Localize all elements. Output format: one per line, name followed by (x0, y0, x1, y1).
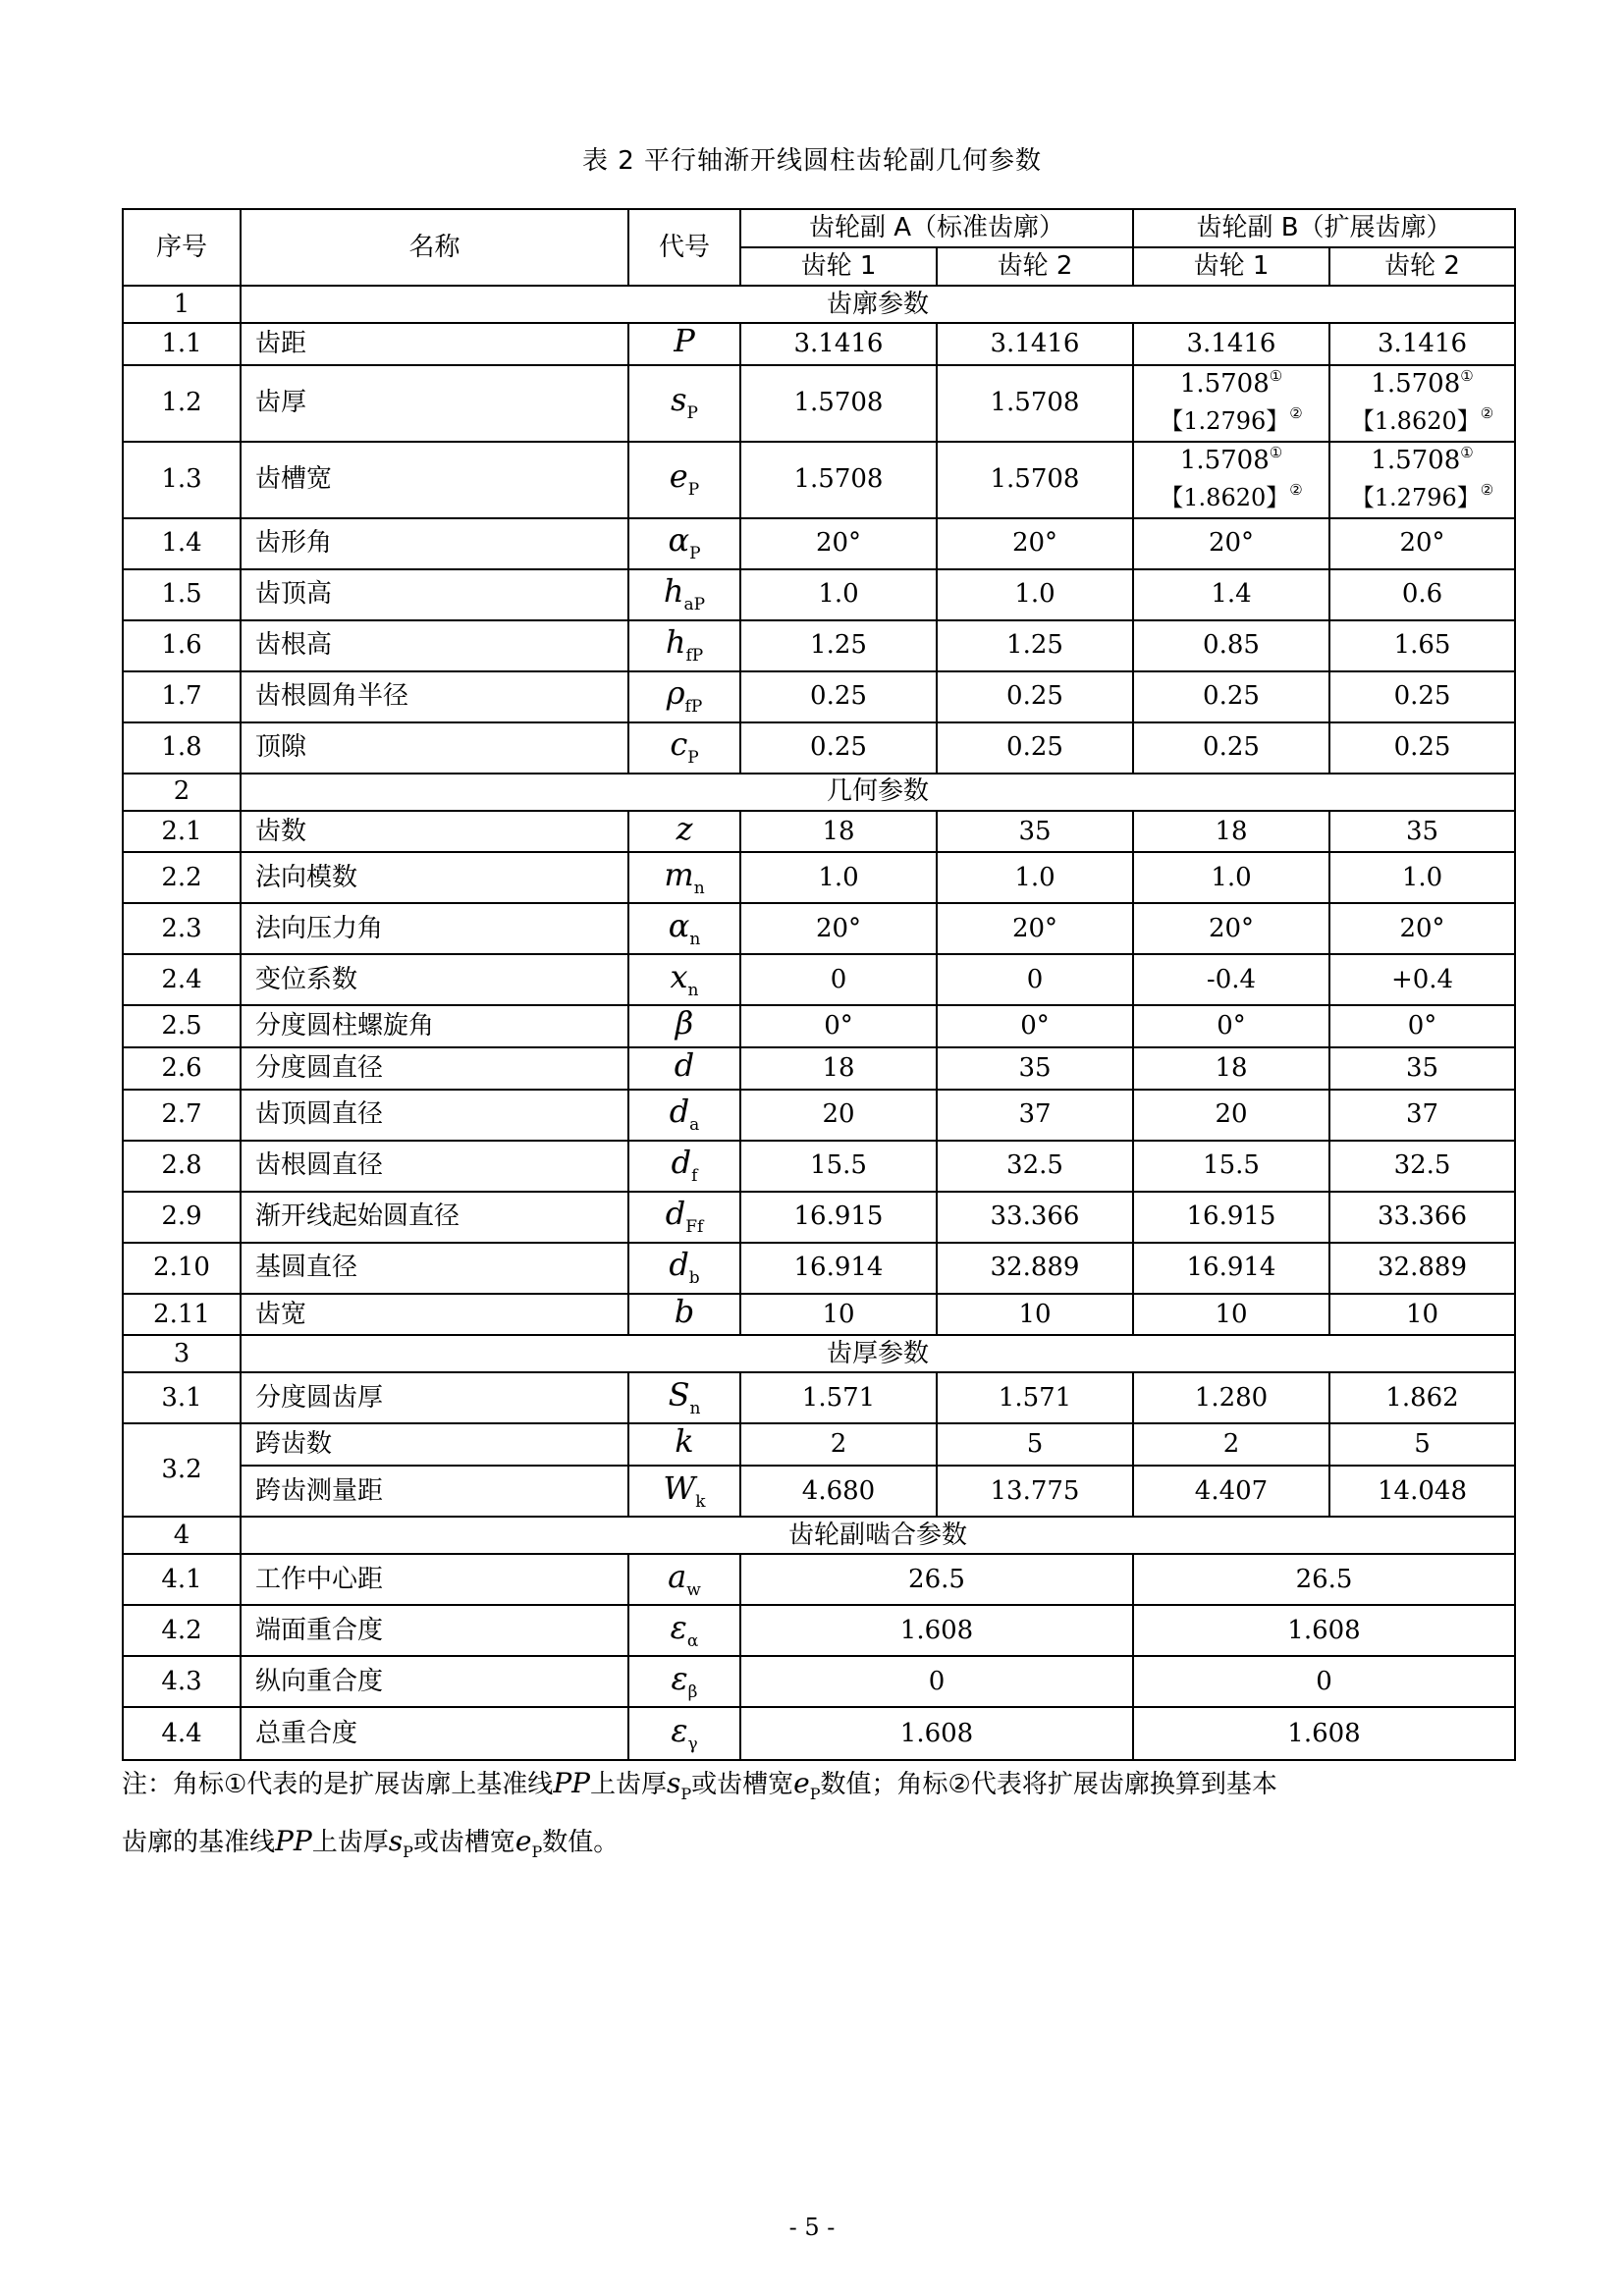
table-row (123, 671, 1515, 722)
value-a-gear1: 0.25 (740, 722, 937, 774)
value-b-gear2: 0° (1329, 1005, 1515, 1047)
gear-parameter-table (122, 208, 1516, 1761)
param-name: 分度圆齿厚 (241, 1372, 628, 1423)
row-number: 3.2 (123, 1423, 241, 1517)
value-a-gear2: 20° (937, 518, 1133, 569)
param-name: 齿根高 (241, 620, 628, 671)
param-symbol: k (628, 1423, 740, 1466)
table-caption: 表 2 平行轴渐开线圆柱齿轮副几何参数 (581, 146, 1043, 176)
value-b-gear1: 0.25 (1133, 722, 1329, 774)
value-a-gear1: 1.571 (740, 1372, 937, 1423)
value-a-gear2: 3.1416 (937, 323, 1133, 365)
param-symbol: P (628, 323, 740, 365)
param-name: 跨齿测量距 (241, 1466, 628, 1517)
row-number: 2.8 (123, 1141, 241, 1192)
value-b-gear2: 35 (1329, 1047, 1515, 1090)
value-a-gear1: 1.25 (740, 620, 937, 671)
table-row (123, 442, 1515, 518)
value-a-gear2: 35 (937, 1047, 1133, 1090)
value-a-gear2: 0° (937, 1005, 1133, 1047)
value-a-gear1: 0.25 (740, 671, 937, 722)
param-symbol: β (628, 1005, 740, 1047)
value-a-gear1: 4.680 (740, 1466, 937, 1517)
header-name: 名称 (241, 209, 628, 286)
param-name: 总重合度 (241, 1707, 628, 1760)
section-row (123, 1335, 1515, 1372)
param-name: 齿厚 (241, 365, 628, 442)
header-pair-b: 齿轮副 B（扩展齿廓） (1133, 209, 1515, 247)
value-b-gear1: 20° (1133, 518, 1329, 569)
value-pair-b: 1.608 (1133, 1605, 1515, 1656)
section-title: 几何参数 (241, 774, 1515, 811)
param-symbol: $x_n$ (628, 954, 740, 1005)
param-name: 齿根圆角半径 (241, 671, 628, 722)
table-row (123, 620, 1515, 671)
page-number: - 5 - (788, 2214, 836, 2241)
param-symbol: $e_P$ (628, 442, 740, 518)
param-symbol: $\varepsilon_\alpha$ (628, 1605, 740, 1656)
value-a-gear2: 0 (937, 954, 1133, 1005)
table-row (123, 1005, 1515, 1047)
param-symbol: $d_b$ (628, 1243, 740, 1294)
value-a-gear1: 2 (740, 1423, 937, 1466)
param-name: 工作中心距 (241, 1554, 628, 1605)
section-title: 齿厚参数 (241, 1335, 1515, 1372)
param-name: 齿数 (241, 811, 628, 853)
table-row (123, 1554, 1515, 1605)
param-symbol: $h_{fP}$ (628, 620, 740, 671)
value-b-gear1: 20° (1133, 903, 1329, 954)
section-number: 4 (123, 1517, 241, 1554)
value-b-gear2: 32.5 (1329, 1141, 1515, 1192)
value-b-gear2: 37 (1329, 1090, 1515, 1141)
value-b-gear2: 14.048 (1329, 1466, 1515, 1517)
value-a-gear2: 0.25 (937, 722, 1133, 774)
value-a-gear2: 1.0 (937, 852, 1133, 903)
value-b-gear1: 16.915 (1133, 1192, 1329, 1243)
table-row (123, 852, 1515, 903)
row-number: 4.3 (123, 1656, 241, 1707)
value-a-gear2: 33.366 (937, 1192, 1133, 1243)
value-pair-b: 1.608 (1133, 1707, 1515, 1760)
section-row (123, 1517, 1515, 1554)
section-number: 3 (123, 1335, 241, 1372)
param-symbol: $m_n$ (628, 852, 740, 903)
value-a-gear2: 1.25 (937, 620, 1133, 671)
param-name: 分度圆直径 (241, 1047, 628, 1090)
row-number: 1.5 (123, 569, 241, 620)
value-pair-a: 1.608 (740, 1707, 1133, 1760)
table-row (123, 518, 1515, 569)
param-name: 渐开线起始圆直径 (241, 1192, 628, 1243)
value-a-gear1: 10 (740, 1294, 937, 1336)
param-symbol: $S_n$ (628, 1372, 740, 1423)
header-a-gear2: 齿轮 2 (937, 247, 1133, 286)
value-a-gear1: 20° (740, 518, 937, 569)
table-row (123, 1294, 1515, 1336)
value-b-gear2: 1.862 (1329, 1372, 1515, 1423)
value-a-gear2: 5 (937, 1423, 1133, 1466)
row-number: 1.1 (123, 323, 241, 365)
param-symbol: $\rho_{fP}$ (628, 671, 740, 722)
value-a-gear2: 20° (937, 903, 1133, 954)
header-b-gear2: 齿轮 2 (1329, 247, 1515, 286)
value-b-gear2: 33.366 (1329, 1192, 1515, 1243)
value-a-gear1: 3.1416 (740, 323, 937, 365)
value-a-gear1: 15.5 (740, 1141, 937, 1192)
value-a-gear1: 1.5708 (740, 365, 937, 442)
header-pair-a: 齿轮副 A（标准齿廓） (740, 209, 1133, 247)
param-symbol: $s_P$ (628, 365, 740, 442)
row-number: 4.2 (123, 1605, 241, 1656)
value-b-gear1: 1.5708① 【1.2796】② (1133, 365, 1329, 442)
table-row (123, 1423, 1515, 1466)
table-row (123, 365, 1515, 442)
param-symbol: $d_f$ (628, 1141, 740, 1192)
header-a-gear1: 齿轮 1 (740, 247, 937, 286)
value-b-gear1: 4.407 (1133, 1466, 1329, 1517)
param-name: 纵向重合度 (241, 1656, 628, 1707)
value-a-gear2: 37 (937, 1090, 1133, 1141)
param-name: 齿距 (241, 323, 628, 365)
table-row (123, 1243, 1515, 1294)
table-row (123, 1605, 1515, 1656)
param-name: 齿槽宽 (241, 442, 628, 518)
value-pair-a: 26.5 (740, 1554, 1133, 1605)
param-symbol: $\varepsilon_\beta$ (628, 1656, 740, 1707)
row-number: 1.7 (123, 671, 241, 722)
table-footnote: 注：角标①代表的是扩展齿廓上基准线PP上齿厚$s_P$或齿槽宽$e_P$数值；角标②代表将扩展齿廓换算到基本 齿廓的基准线PP上齿厚$s_P$或齿槽宽$e_P$数值。 (122, 1767, 1277, 1861)
table-row (123, 323, 1515, 365)
param-name: 齿形角 (241, 518, 628, 569)
table-row (123, 1372, 1515, 1423)
param-name: 端面重合度 (241, 1605, 628, 1656)
section-number: 2 (123, 774, 241, 811)
value-a-gear1: 16.915 (740, 1192, 937, 1243)
value-b-gear1: 1.280 (1133, 1372, 1329, 1423)
param-name: 变位系数 (241, 954, 628, 1005)
row-number: 2.11 (123, 1294, 241, 1336)
row-number: 2.2 (123, 852, 241, 903)
param-name: 法向模数 (241, 852, 628, 903)
value-a-gear1: 16.914 (740, 1243, 937, 1294)
value-a-gear2: 0.25 (937, 671, 1133, 722)
row-number: 1.2 (123, 365, 241, 442)
param-name: 跨齿数 (241, 1423, 628, 1466)
value-b-gear2: 0.25 (1329, 722, 1515, 774)
value-a-gear1: 1.5708 (740, 442, 937, 518)
param-name: 齿顶高 (241, 569, 628, 620)
header-seq: 序号 (123, 209, 241, 286)
value-a-gear1: 0° (740, 1005, 937, 1047)
row-number: 1.8 (123, 722, 241, 774)
table-row (123, 1656, 1515, 1707)
table-row (123, 811, 1515, 853)
param-symbol: d (628, 1047, 740, 1090)
value-a-gear1: 20 (740, 1090, 937, 1141)
row-number: 4.1 (123, 1554, 241, 1605)
value-b-gear1: 1.5708① 【1.8620】② (1133, 442, 1329, 518)
value-a-gear2: 1.5708 (937, 365, 1133, 442)
param-name: 顶隙 (241, 722, 628, 774)
param-name: 齿根圆直径 (241, 1141, 628, 1192)
value-b-gear2: 3.1416 (1329, 323, 1515, 365)
value-b-gear2: 1.5708① 【1.8620】② (1329, 365, 1515, 442)
value-pair-a: 1.608 (740, 1605, 1133, 1656)
value-b-gear1: 3.1416 (1133, 323, 1329, 365)
row-number: 4.4 (123, 1707, 241, 1760)
row-number: 3.1 (123, 1372, 241, 1423)
value-b-gear1: 18 (1133, 811, 1329, 853)
value-a-gear2: 32.5 (937, 1141, 1133, 1192)
value-b-gear2: 10 (1329, 1294, 1515, 1336)
value-a-gear2: 10 (937, 1294, 1133, 1336)
value-b-gear2: 1.0 (1329, 852, 1515, 903)
table-row (123, 569, 1515, 620)
param-symbol: z (628, 811, 740, 853)
row-number: 2.9 (123, 1192, 241, 1243)
param-name: 齿顶圆直径 (241, 1090, 628, 1141)
value-b-gear1: 1.0 (1133, 852, 1329, 903)
section-row (123, 774, 1515, 811)
value-b-gear2: 5 (1329, 1423, 1515, 1466)
row-number: 2.6 (123, 1047, 241, 1090)
value-pair-b: 0 (1133, 1656, 1515, 1707)
section-row (123, 286, 1515, 323)
value-a-gear2: 35 (937, 811, 1133, 853)
value-a-gear1: 1.0 (740, 569, 937, 620)
table-row (123, 903, 1515, 954)
row-number: 2.4 (123, 954, 241, 1005)
value-b-gear1: 0.25 (1133, 671, 1329, 722)
param-symbol: $\alpha_n$ (628, 903, 740, 954)
row-number: 1.6 (123, 620, 241, 671)
table-row (123, 1047, 1515, 1090)
row-number: 1.3 (123, 442, 241, 518)
value-pair-b: 26.5 (1133, 1554, 1515, 1605)
value-b-gear2: 0.25 (1329, 671, 1515, 722)
param-name: 分度圆柱螺旋角 (241, 1005, 628, 1047)
row-number: 1.4 (123, 518, 241, 569)
value-b-gear2: 20° (1329, 903, 1515, 954)
param-symbol: b (628, 1294, 740, 1336)
value-b-gear2: 20° (1329, 518, 1515, 569)
table-row (123, 1090, 1515, 1141)
table-row (123, 1466, 1515, 1517)
value-a-gear2: 32.889 (937, 1243, 1133, 1294)
value-a-gear1: 0 (740, 954, 937, 1005)
value-a-gear1: 18 (740, 811, 937, 853)
table-row (123, 722, 1515, 774)
param-symbol: $\varepsilon_\gamma$ (628, 1707, 740, 1760)
value-a-gear2: 1.5708 (937, 442, 1133, 518)
header-b-gear1: 齿轮 1 (1133, 247, 1329, 286)
param-symbol: $\alpha_P$ (628, 518, 740, 569)
param-symbol: $d_{Ff}$ (628, 1192, 740, 1243)
value-b-gear1: 10 (1133, 1294, 1329, 1336)
table-row (123, 1141, 1515, 1192)
param-symbol: $W_k$ (628, 1466, 740, 1517)
value-b-gear1: -0.4 (1133, 954, 1329, 1005)
value-b-gear1: 18 (1133, 1047, 1329, 1090)
param-name: 基圆直径 (241, 1243, 628, 1294)
value-b-gear1: 16.914 (1133, 1243, 1329, 1294)
table-row (123, 1192, 1515, 1243)
value-a-gear2: 1.571 (937, 1372, 1133, 1423)
value-a-gear2: 1.0 (937, 569, 1133, 620)
row-number: 2.1 (123, 811, 241, 853)
section-title: 齿轮副啮合参数 (241, 1517, 1515, 1554)
value-b-gear2: 1.65 (1329, 620, 1515, 671)
section-title: 齿廓参数 (241, 286, 1515, 323)
value-b-gear2: +0.4 (1329, 954, 1515, 1005)
value-b-gear2: 1.5708① 【1.2796】② (1329, 442, 1515, 518)
table-row (123, 954, 1515, 1005)
value-b-gear1: 0.85 (1133, 620, 1329, 671)
value-a-gear1: 18 (740, 1047, 937, 1090)
value-b-gear2: 32.889 (1329, 1243, 1515, 1294)
param-name: 法向压力角 (241, 903, 628, 954)
row-number: 2.5 (123, 1005, 241, 1047)
value-b-gear1: 2 (1133, 1423, 1329, 1466)
param-symbol: $d_a$ (628, 1090, 740, 1141)
param-symbol: $c_P$ (628, 722, 740, 774)
param-name: 齿宽 (241, 1294, 628, 1336)
value-a-gear1: 20° (740, 903, 937, 954)
row-number: 2.3 (123, 903, 241, 954)
value-pair-a: 0 (740, 1656, 1133, 1707)
value-b-gear1: 0° (1133, 1005, 1329, 1047)
param-symbol: $h_{aP}$ (628, 569, 740, 620)
value-b-gear2: 0.6 (1329, 569, 1515, 620)
param-symbol: $a_w$ (628, 1554, 740, 1605)
value-b-gear1: 20 (1133, 1090, 1329, 1141)
value-a-gear2: 13.775 (937, 1466, 1133, 1517)
table-row (123, 1707, 1515, 1760)
value-a-gear1: 1.0 (740, 852, 937, 903)
value-b-gear1: 15.5 (1133, 1141, 1329, 1192)
row-number: 2.7 (123, 1090, 241, 1141)
value-b-gear2: 35 (1329, 811, 1515, 853)
section-number: 1 (123, 286, 241, 323)
row-number: 2.10 (123, 1243, 241, 1294)
value-b-gear1: 1.4 (1133, 569, 1329, 620)
header-code: 代号 (628, 209, 740, 286)
